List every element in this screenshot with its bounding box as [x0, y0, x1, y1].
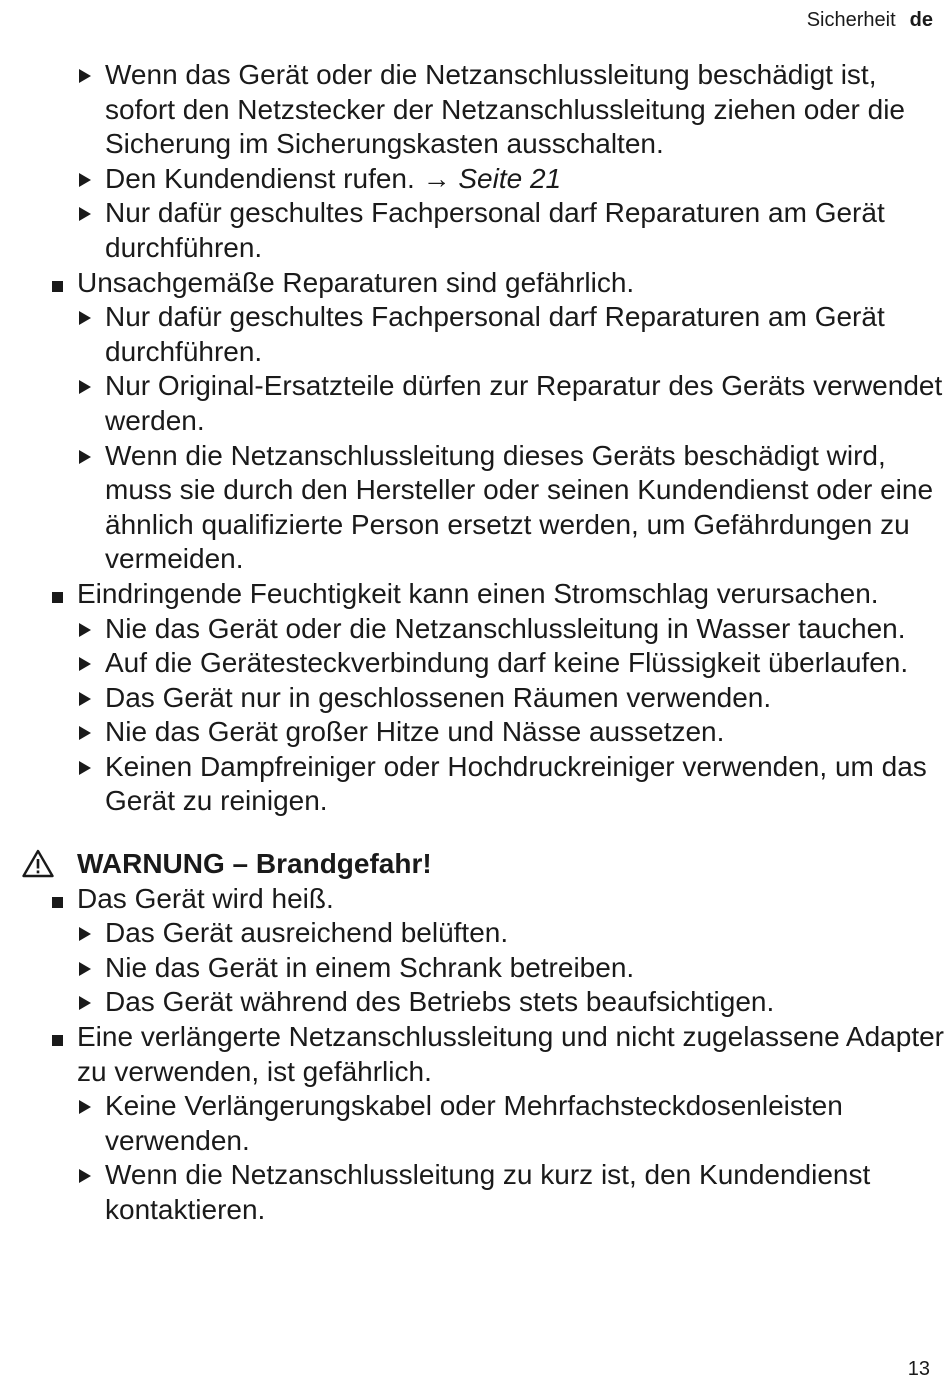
triangle-bullet-icon — [79, 207, 91, 221]
item-text: Das Gerät während des Betriebs stets beaufsichtigen. — [105, 986, 775, 1018]
triangle-bullet-icon — [79, 69, 91, 83]
list-item — [0, 162, 950, 197]
item-text: Nie das Gerät großer Hitze und Nässe aussetzen. — [105, 716, 725, 748]
list-item — [0, 1020, 950, 1089]
item-text: Unsachgemäße Reparaturen sind gefährlich. — [77, 266, 635, 298]
item-text: Eine verlängerte Netzanschlussleitung und nicht zugelassene Adapter zu verwenden, ist gefährlich. — [77, 1021, 945, 1087]
list-item — [0, 985, 950, 1020]
item-text: Nur Original-Ersatzteile dürfen zur Reparatur des Geräts verwendet werden. — [105, 370, 943, 436]
triangle-bullet-icon — [79, 996, 91, 1010]
page-content — [0, 58, 950, 1228]
triangle-bullet-icon — [79, 1100, 91, 1114]
list-item — [0, 715, 950, 750]
list-item — [0, 300, 950, 369]
square-bullet-icon — [52, 1035, 63, 1046]
triangle-bullet-icon — [79, 380, 91, 394]
triangle-bullet-icon — [79, 692, 91, 706]
item-text: Den Kundendienst rufen. — [105, 162, 423, 194]
square-bullet-icon — [52, 281, 63, 292]
item-text: Nur dafür geschultes Fachpersonal darf Reparaturen am Gerät durchführen. — [105, 301, 885, 367]
square-bullet-icon — [52, 592, 63, 603]
item-text: Wenn die Netzanschlussleitung zu kurz ist, den Kundendienst kontaktieren. — [105, 1159, 871, 1225]
triangle-bullet-icon — [79, 726, 91, 740]
item-text: Wenn das Gerät oder die Netzanschlussleitung beschädigt ist, sofort den Netzstecker der Netzanschlussleitung ziehen oder die Sicherung im Sicherungskasten ausschalten. — [105, 59, 905, 160]
triangle-bullet-icon — [79, 657, 91, 671]
item-text: Nie das Gerät oder die Netzanschlussleitung in Wasser tauchen. — [105, 612, 906, 644]
list-item — [0, 750, 950, 819]
list-item — [0, 577, 950, 612]
item-text: Keine Verlängerungskabel oder Mehrfachsteckdosenleisten verwenden. — [105, 1090, 843, 1156]
triangle-bullet-icon — [79, 173, 91, 187]
page-reference-link[interactable]: Seite 21 — [458, 162, 562, 194]
list-item — [0, 882, 950, 917]
list-item — [0, 266, 950, 301]
list-item — [0, 1089, 950, 1158]
list-item — [0, 439, 950, 577]
item-text: Eindringende Feuchtigkeit kann einen Stromschlag verursachen. — [77, 577, 879, 609]
list-item — [0, 1158, 950, 1227]
page-number: 13 — [907, 1358, 930, 1380]
triangle-bullet-icon — [79, 450, 91, 464]
item-text: Das Gerät ausreichend belüften. — [105, 917, 509, 949]
arrow-icon: → — [422, 162, 451, 194]
triangle-bullet-icon — [79, 927, 91, 941]
triangle-bullet-icon — [79, 761, 91, 775]
list-item — [0, 612, 950, 647]
list-item — [0, 916, 950, 951]
triangle-bullet-icon — [79, 623, 91, 637]
item-text: Nie das Gerät in einem Schrank betreiben. — [105, 951, 635, 983]
triangle-bullet-icon — [79, 1169, 91, 1183]
safety-list — [0, 58, 950, 819]
list-item — [0, 951, 950, 986]
list-item — [0, 196, 950, 265]
language-code: de — [909, 9, 933, 31]
triangle-bullet-icon — [79, 311, 91, 325]
warning-list — [0, 882, 950, 1228]
list-item — [0, 58, 950, 162]
item-text: Das Gerät nur in geschlossenen Räumen verwenden. — [105, 681, 772, 713]
list-item — [0, 369, 950, 438]
item-text: Auf die Gerätesteckverbindung darf keine Flüssigkeit überlaufen. — [105, 647, 909, 679]
warning-title: WARNUNG – Brandgefahr! — [77, 848, 432, 880]
list-item — [0, 681, 950, 716]
list-item — [0, 646, 950, 681]
section-title: Sicherheit — [806, 9, 896, 31]
page-header — [807, 8, 933, 32]
item-text: Nur dafür geschultes Fachpersonal darf Reparaturen am Gerät durchführen. — [105, 197, 885, 263]
warning-heading — [0, 847, 950, 882]
item-text: Wenn die Netzanschlussleitung dieses Geräts beschädigt wird, muss sie durch den Hersteller oder seinen Kundendienst oder eine ähnlich qualifizierte Person ersetzt werden, um Gefährdungen zu vermeiden. — [105, 439, 934, 575]
warning-triangle-icon — [22, 849, 54, 878]
triangle-bullet-icon — [79, 962, 91, 976]
item-text: Keinen Dampfreiniger oder Hochdruckreiniger verwenden, um das Gerät zu reinigen. — [105, 750, 927, 817]
item-text: Das Gerät wird heiß. — [77, 882, 334, 914]
square-bullet-icon — [52, 897, 63, 908]
